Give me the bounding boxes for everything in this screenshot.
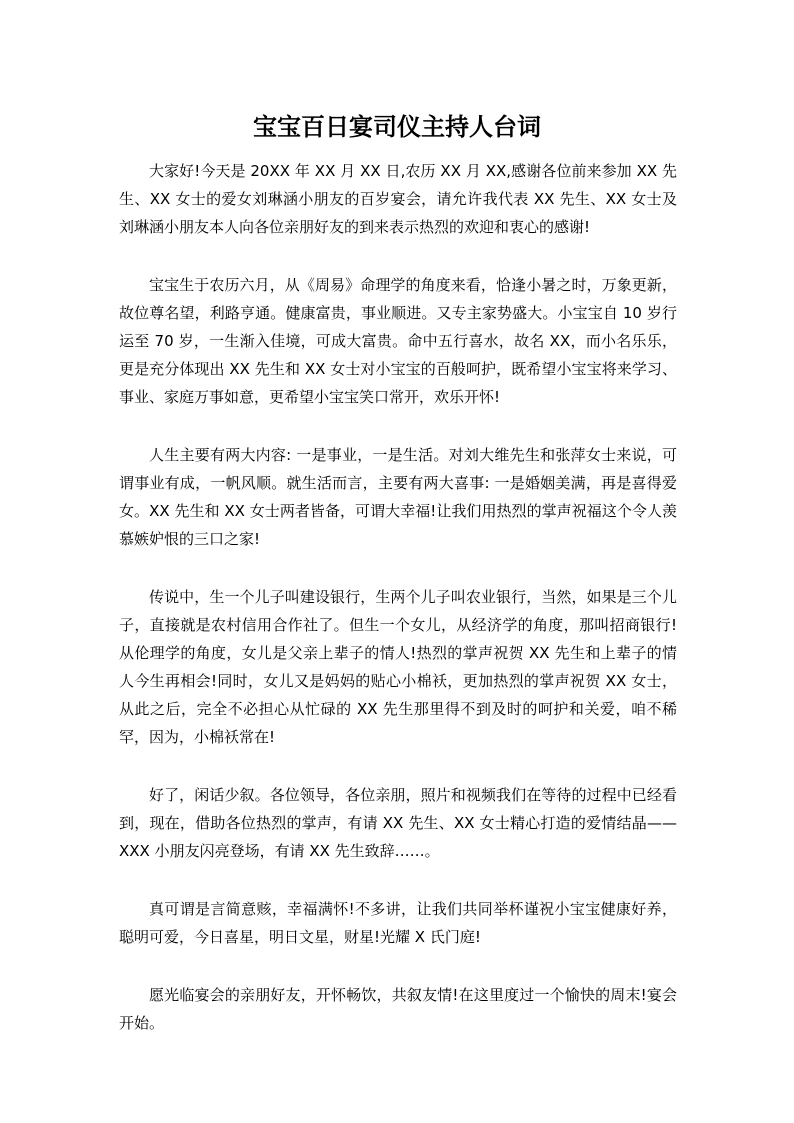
paragraph-legend-banks: 传说中，生一个儿子叫建设银行，生两个儿子叫农业银行，当然，如果是三个儿子，直接就是农村信用合作社了。但生一个女儿，从经济学的角度，那叫招商银行!从伦理学的角度，女儿是父亲上辈子的情人!热烈的掌声祝贺 XX 先生和上辈子的情人今生再相会!同时，女儿又是妈妈的贴心小棉袄，更加热烈的掌声祝贺 XX 女士，从此之后，完全不必担心从忙碌的 XX 先生那里得不到及时的呵护和关爱，咱不稀罕，因为，小棉袄常在! [119, 588, 677, 746]
document-body [119, 157, 677, 1067]
paragraph-birth-fortune: 宝宝生于农历六月，从《周易》命理学的角度来看，恰逢小暑之时，万象更新，故位尊名望，利路亨通。健康富贵，事业顺进。又专主家势盛大。小宝宝自 10 岁行运至 70 岁，一生渐入佳境，可成大富贵。命中五行喜水，故名 XX，而小名乐乐，更是充分体现出 XX 先生和 XX 女士对小宝宝的百般呵护，既希望小宝宝将来学习、事业、家庭万事如意，更希望小宝宝笑口常开，欢乐开怀! [119, 276, 677, 406]
paragraph-banquet-start: 愿光临宴会的亲朋好友，开怀畅饮，共叙友情!在这里度过一个愉快的周末!宴会开始。 [119, 986, 677, 1032]
paragraph-toast: 真可谓是言简意赅，幸福满怀!不多讲，让我们共同举杯谨祝小宝宝健康好养，聪明可爱，今日喜星，明日文星，财星!光耀 X 氏门庭! [119, 900, 677, 946]
paragraph-greeting: 大家好!今天是 20XX 年 XX 月 XX 日,农历 XX 月 XX,感谢各位前来参加 XX 先生、XX 女士的爱女刘琳涵小朋友的百岁宴会，请允许我代表 XX 先生、XX 女士及刘琳涵小朋友本人向各位亲朋好友的到来表示热烈的欢迎和衷心的感谢! [119, 162, 677, 236]
document-title: 宝宝百日宴司仪主持人台词 [253, 113, 541, 141]
paragraph-baby-entrance: 好了，闲话少叙。各位领导，各位亲朋，照片和视频我们在等待的过程中已经看到，现在，借助各位热烈的掌声，有请 XX 先生、XX 女士精心打造的爱情结晶——XXX 小朋友闪亮登场，有请 XX 先生致辞……。 [119, 786, 677, 860]
paragraph-life-contents: 人生主要有两大内容: 一是事业，一是生活。对刘大维先生和张萍女士来说，可谓事业有成，一帆风顺。就生活而言，主要有两大喜事: 一是婚姻美满，再是喜得爱女。XX 先生和 XX 女士两者皆备，可谓大幸福!让我们用热烈的掌声祝福这个令人羡慕嫉妒恨的三口之家! [119, 446, 677, 548]
